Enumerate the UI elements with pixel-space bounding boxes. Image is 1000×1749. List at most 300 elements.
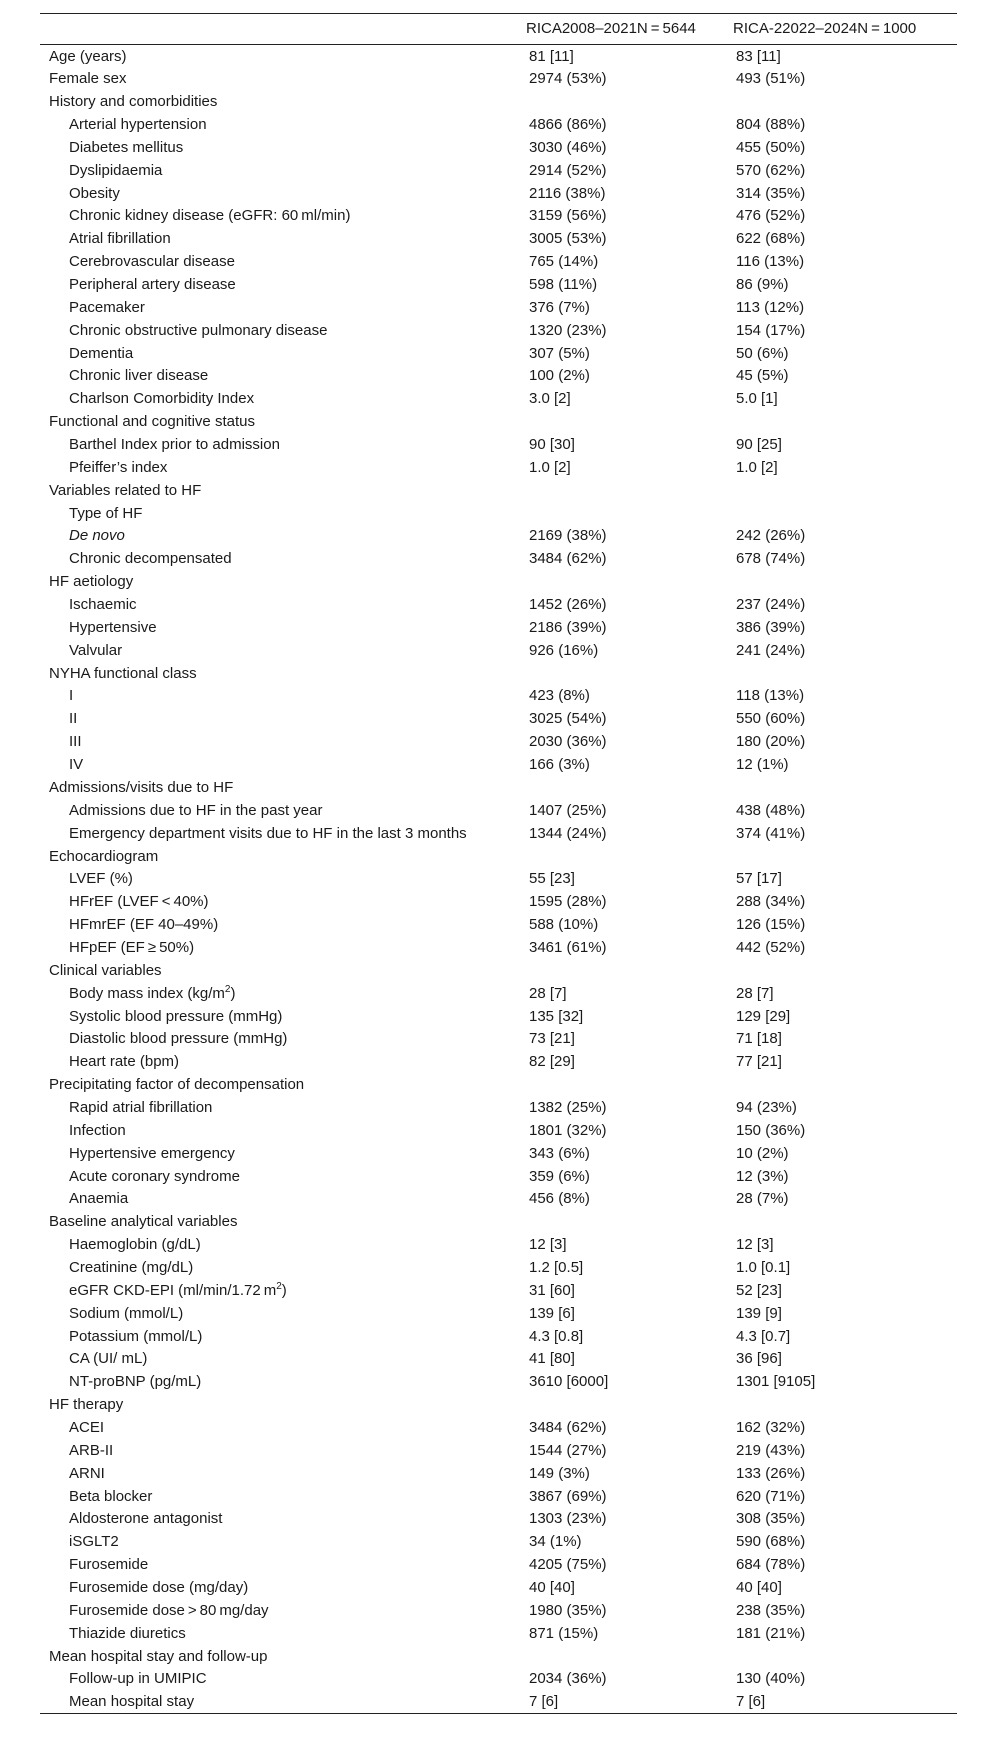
- rica-2008-2021-value: 41 [80]: [529, 1350, 575, 1368]
- rica2-2022-2024-value: 620 (71%): [736, 1487, 806, 1505]
- row-label: Aldosterone antagonist: [69, 1510, 223, 1528]
- row-label-cell: [40, 1485, 526, 1508]
- row-label: II: [69, 710, 78, 728]
- table-row: [40, 1370, 957, 1393]
- table-section-row: [40, 776, 957, 799]
- row-label: Age (years): [49, 47, 127, 65]
- rica-2008-2021-value: 3461 (61%): [529, 938, 607, 956]
- row-label-cell: [40, 1005, 526, 1028]
- row-label: Obesity: [69, 184, 120, 202]
- row-label: Dementia: [69, 344, 134, 362]
- table-row: [40, 387, 957, 410]
- table-row: [40, 456, 957, 479]
- table-section-row: [40, 959, 957, 982]
- rica2-2022-2024-value: [733, 1645, 957, 1668]
- rica2-2022-2024-value: [733, 1210, 957, 1233]
- rica-2008-2021-value: 82 [29]: [529, 1053, 575, 1071]
- row-label-superscript: 2: [276, 1280, 282, 1292]
- rica-2008-2021-value: 73 [21]: [529, 1030, 575, 1048]
- rica2-2022-2024-value: 238 (35%): [736, 1601, 806, 1619]
- rica2-2022-2024-value: 550 (60%): [736, 710, 806, 728]
- row-label-cell: [40, 136, 526, 159]
- rica2-2022-2024-value: 36 [96]: [736, 1350, 782, 1368]
- rica-2008-2021-value: 7 [6]: [529, 1693, 559, 1711]
- row-label: Hypertensive emergency: [69, 1144, 235, 1162]
- rica-2008-2021-value: 3484 (62%): [529, 1418, 607, 1436]
- rica2-2022-2024-value: 57 [17]: [736, 870, 782, 888]
- table-row: [40, 205, 957, 228]
- rica-2008-2021-value: 1801 (32%): [529, 1121, 607, 1139]
- table-section-row: [40, 410, 957, 433]
- row-label: III: [69, 733, 82, 751]
- rica2-2022-2024-value: [733, 410, 957, 433]
- rica2-2022-2024-value: [733, 845, 957, 868]
- rica-2008-2021-value: 31 [60]: [529, 1281, 575, 1299]
- row-label-cell: [40, 525, 526, 548]
- table-section-row: [40, 1393, 957, 1416]
- row-label-cell: [40, 867, 526, 890]
- rica-2008-2021-value: [526, 959, 733, 982]
- row-label-cell: [40, 776, 526, 799]
- table-row: [40, 1256, 957, 1279]
- row-label: Chronic obstructive pulmonary disease: [69, 321, 328, 339]
- rica-2008-2021-value: [526, 479, 733, 502]
- table-row: [40, 319, 957, 342]
- row-label: Furosemide: [69, 1556, 149, 1574]
- rica2-2022-2024-value: 28 [7]: [736, 984, 774, 1002]
- row-label-cell: [40, 90, 526, 113]
- row-label: Female sex: [49, 70, 127, 88]
- table-row: [40, 273, 957, 296]
- row-label-cell: [40, 1027, 526, 1050]
- row-label-cell: [40, 1256, 526, 1279]
- header-row: [40, 14, 957, 45]
- row-label-cell: [40, 502, 526, 525]
- rica-2008-2021-value: 40 [40]: [529, 1579, 575, 1596]
- baseline-characteristics-table: [40, 13, 957, 1714]
- rica-2008-2021-value: 2116 (38%): [529, 184, 606, 202]
- row-label: Atrial fibrillation: [69, 230, 171, 248]
- row-label: Chronic kidney disease (eGFR: 60 ml/min): [69, 207, 351, 225]
- row-label-cell: [40, 227, 526, 250]
- rica2-2022-2024-value: 83 [11]: [736, 47, 781, 65]
- rica2-2022-2024-value: 442 (52%): [736, 938, 806, 956]
- table-row: [40, 342, 957, 365]
- rica-2008-2021-value: 2974 (53%): [529, 70, 607, 88]
- rica-2008-2021-value: [526, 662, 733, 685]
- row-label-cell: [40, 433, 526, 456]
- rica2-2022-2024-value: 71 [18]: [736, 1030, 782, 1048]
- row-label-cell: [40, 730, 526, 753]
- row-label: Precipitating factor of decompensation: [49, 1076, 305, 1094]
- table-row: [40, 1302, 957, 1325]
- row-label: Systolic blood pressure (mmHg): [69, 1007, 283, 1025]
- rica-2008-2021-value: 3484 (62%): [529, 550, 607, 568]
- rica2-2022-2024-value: [733, 479, 957, 502]
- row-label: Body mass index (kg/m: [69, 984, 225, 1002]
- row-label-cell: [40, 319, 526, 342]
- rica2-2022-2024-value: 288 (34%): [736, 893, 806, 911]
- row-label-cell: [40, 67, 526, 90]
- row-label-cell: [40, 1279, 526, 1302]
- rica2-2022-2024-value: 126 (15%): [736, 916, 806, 934]
- row-label: De novo: [69, 527, 125, 545]
- row-label-cell: [40, 1096, 526, 1119]
- row-label-cell: [40, 1142, 526, 1165]
- row-label: Thiazide diuretics: [69, 1624, 186, 1642]
- rica2-2022-2024-value: 77 [21]: [736, 1053, 782, 1071]
- row-label-cell: [40, 1050, 526, 1073]
- table-row: [40, 1668, 957, 1691]
- row-label: HF therapy: [49, 1396, 124, 1414]
- rica2-2022-2024-value: [733, 90, 957, 113]
- header-rica-2008-2021-column: RICA2008–2021N = 5644: [526, 20, 696, 37]
- table-row: [40, 913, 957, 936]
- row-label-cell: [40, 296, 526, 319]
- rica2-2022-2024-value: 94 (23%): [736, 1098, 797, 1116]
- rica-2008-2021-value: 149 (3%): [529, 1464, 590, 1482]
- rica-2008-2021-value: [526, 410, 733, 433]
- row-label: Mean hospital stay: [69, 1693, 195, 1711]
- rica2-2022-2024-value: [733, 662, 957, 685]
- table-row: [40, 1096, 957, 1119]
- rica-2008-2021-value: 1980 (35%): [529, 1601, 607, 1619]
- row-label: Sodium (mmol/L): [69, 1304, 184, 1322]
- row-label: Clinical variables: [49, 961, 162, 979]
- row-label: Furosemide dose > 80 mg/day: [69, 1601, 269, 1619]
- row-label: Beta blocker: [69, 1487, 153, 1505]
- row-label-cell: [40, 616, 526, 639]
- table-row: [40, 982, 957, 1005]
- table-row: [40, 296, 957, 319]
- row-label: Emergency department visits due to HF in the last 3 months: [69, 824, 467, 842]
- rica-2008-2021-value: 81 [11]: [529, 47, 574, 65]
- row-label-superscript: 2: [224, 983, 231, 995]
- rica-2008-2021-value: 34 (1%): [529, 1533, 582, 1551]
- rica-2008-2021-value: [526, 1393, 733, 1416]
- row-label: Diabetes mellitus: [69, 138, 184, 156]
- table-row: [40, 1462, 957, 1485]
- row-label-cell: [40, 1165, 526, 1188]
- rica2-2022-2024-value: 237 (24%): [736, 596, 806, 614]
- rica-2008-2021-value: 4205 (75%): [529, 1556, 607, 1574]
- row-label: NT-proBNP (pg/mL): [69, 1373, 202, 1391]
- rica2-2022-2024-value: 493 (51%): [736, 70, 806, 88]
- row-label-cell: [40, 250, 526, 273]
- row-label-cell: [40, 45, 526, 68]
- rica2-2022-2024-value: 590 (68%): [736, 1533, 806, 1551]
- row-label: Barthel Index prior to admission: [69, 436, 280, 454]
- rica2-2022-2024-value: 181 (21%): [736, 1624, 806, 1642]
- rica-2008-2021-value: 376 (7%): [529, 298, 590, 316]
- table-row: [40, 1187, 957, 1210]
- table-row: [40, 502, 957, 525]
- row-label: CA (UI/ mL): [69, 1350, 148, 1368]
- row-label-cell: [40, 799, 526, 822]
- rica-2008-2021-value: 12 [3]: [529, 1236, 567, 1254]
- row-label: Pacemaker: [69, 298, 145, 316]
- table-row: [40, 1142, 957, 1165]
- rica-2008-2021-value: 1407 (25%): [529, 801, 607, 819]
- row-label-cell: [40, 1622, 526, 1645]
- row-label: Variables related to HF: [49, 481, 202, 499]
- rica2-2022-2024-value: 7 [6]: [736, 1693, 766, 1711]
- table-row: [40, 593, 957, 616]
- row-label-cell: [40, 273, 526, 296]
- rica-2008-2021-value: [526, 845, 733, 868]
- table-row: [40, 1325, 957, 1348]
- rica2-2022-2024-value: 40 [40]: [736, 1579, 782, 1596]
- rica2-2022-2024-value: 455 (50%): [736, 138, 806, 156]
- table-row: [40, 182, 957, 205]
- rica2-2022-2024-value: 374 (41%): [736, 824, 806, 842]
- row-label-cell: [40, 1187, 526, 1210]
- row-label: eGFR CKD-EPI (ml/min/1.72 m: [69, 1281, 277, 1299]
- table-header: [40, 14, 957, 45]
- table-row: [40, 730, 957, 753]
- table-row: [40, 159, 957, 182]
- table-row: [40, 1347, 957, 1370]
- rica-2008-2021-value: 307 (5%): [529, 344, 590, 362]
- header-variable-column: [40, 14, 526, 45]
- rica-2008-2021-value: 139 [6]: [529, 1304, 575, 1322]
- row-label-cell: [40, 1073, 526, 1096]
- rica-2008-2021-value: 423 (8%): [529, 687, 590, 705]
- rica-2008-2021-value: 871 (15%): [529, 1624, 599, 1642]
- rica2-2022-2024-value: 118 (13%): [736, 687, 805, 705]
- rica-2008-2021-value: 135 [32]: [529, 1007, 584, 1025]
- row-label-cell: [40, 890, 526, 913]
- row-label: HFpEF (EF ≥ 50%): [69, 938, 195, 956]
- rica2-2022-2024-value: 162 (32%): [736, 1418, 806, 1436]
- row-label: Anaemia: [69, 1190, 129, 1208]
- table-row: [40, 525, 957, 548]
- table-section-row: [40, 1210, 957, 1233]
- rica2-2022-2024-value: 86 (9%): [736, 276, 789, 294]
- rica2-2022-2024-value: 12 [3]: [736, 1236, 774, 1254]
- table-section-row: [40, 662, 957, 685]
- rica2-2022-2024-value: [733, 1073, 957, 1096]
- rica-2008-2021-value: 1.0 [2]: [529, 458, 571, 476]
- table-section-row: [40, 90, 957, 113]
- row-label-cell: [40, 1576, 526, 1599]
- row-label: IV: [69, 756, 84, 774]
- table-row: [40, 113, 957, 136]
- rica-2008-2021-value: 4866 (86%): [529, 116, 607, 133]
- row-label: Rapid atrial fibrillation: [69, 1098, 213, 1116]
- rica-2008-2021-value: 1452 (26%): [529, 596, 607, 614]
- table-row: [40, 1439, 957, 1462]
- rica2-2022-2024-value: [733, 502, 957, 525]
- row-label-cell: [40, 1210, 526, 1233]
- row-label-cell: [40, 456, 526, 479]
- rica-2008-2021-value: 1320 (23%): [529, 321, 607, 339]
- table-row: [40, 1485, 957, 1508]
- rica2-2022-2024-value: 678 (74%): [736, 550, 806, 568]
- table-row: [40, 753, 957, 776]
- table-section-row: [40, 1645, 957, 1668]
- table-row: [40, 616, 957, 639]
- table-row: [40, 1416, 957, 1439]
- row-label-cell: [40, 387, 526, 410]
- row-label: HFrEF (LVEF < 40%): [69, 893, 209, 911]
- rica2-2022-2024-value: [733, 1393, 957, 1416]
- table-row: [40, 1119, 957, 1142]
- row-label: Cerebrovascular disease: [69, 253, 235, 271]
- table-row: [40, 547, 957, 570]
- rica-2008-2021-value: 343 (6%): [529, 1144, 590, 1162]
- rica2-2022-2024-value: 622 (68%): [736, 230, 806, 248]
- row-label: Chronic decompensated: [69, 550, 232, 568]
- row-label: Charlson Comorbidity Index: [69, 390, 255, 408]
- rica2-2022-2024-value: [733, 959, 957, 982]
- table-section-row: [40, 45, 957, 68]
- row-label: Valvular: [69, 641, 123, 659]
- row-label: HFmrEF (EF 40–49%): [69, 916, 219, 934]
- rica2-2022-2024-value: 52 [23]: [736, 1281, 782, 1299]
- row-label: Functional and cognitive status: [49, 413, 255, 431]
- row-label: LVEF (%): [69, 870, 133, 888]
- table-row: [40, 136, 957, 159]
- rica2-2022-2024-value: 386 (39%): [736, 618, 806, 636]
- table-row: [40, 365, 957, 388]
- rica2-2022-2024-value: [733, 776, 957, 799]
- row-label-cell: [40, 1370, 526, 1393]
- row-label-cell: [40, 639, 526, 662]
- rica-2008-2021-value: 3.0 [2]: [529, 390, 571, 408]
- row-label: Admissions/visits due to HF: [49, 778, 234, 796]
- row-label-cell: [40, 205, 526, 228]
- rica-2008-2021-value: [526, 570, 733, 593]
- row-label-cell: [40, 936, 526, 959]
- row-label: Admissions due to HF in the past year: [69, 801, 323, 819]
- rica-2008-2021-value: 1303 (23%): [529, 1510, 607, 1528]
- table-row: [40, 1027, 957, 1050]
- row-label: Chronic liver disease: [69, 367, 209, 385]
- row-label-cell: [40, 982, 526, 1005]
- row-label: Dyslipidaemia: [69, 161, 163, 179]
- row-label-cell: [40, 479, 526, 502]
- table-row: [40, 685, 957, 708]
- table-row: [40, 1690, 957, 1713]
- row-label-cell: [40, 1416, 526, 1439]
- table-row: [40, 1233, 957, 1256]
- row-label-cell: [40, 1599, 526, 1622]
- row-label-cell: [40, 822, 526, 845]
- row-label: Mean hospital stay and follow-up: [49, 1647, 268, 1665]
- rica-2008-2021-value: 4.3 [0.8]: [529, 1327, 584, 1345]
- rica-2008-2021-value: 1544 (27%): [529, 1441, 607, 1459]
- rica2-2022-2024-value: 308 (35%): [736, 1510, 806, 1528]
- row-label: ACEI: [69, 1418, 105, 1436]
- row-label-cell: [40, 1347, 526, 1370]
- row-label: iSGLT2: [69, 1533, 119, 1551]
- rica-2008-2021-value: 2030 (36%): [529, 733, 607, 751]
- rica-2008-2021-value: 1.2 [0.5]: [529, 1258, 584, 1276]
- table-row: [40, 250, 957, 273]
- row-label-cell: [40, 1325, 526, 1348]
- rica2-2022-2024-value: 570 (62%): [736, 161, 806, 179]
- table-row: [40, 799, 957, 822]
- rica2-2022-2024-value: 476 (52%): [736, 207, 806, 225]
- rica2-2022-2024-value: 28 (7%): [736, 1190, 789, 1208]
- rica2-2022-2024-value: 12 (3%): [736, 1167, 789, 1185]
- row-label: Infection: [69, 1121, 126, 1139]
- rica2-2022-2024-value: 50 (6%): [736, 344, 789, 362]
- rica-2008-2021-value: 3867 (69%): [529, 1487, 607, 1505]
- rica-2008-2021-value: [526, 502, 733, 525]
- row-label-suffix: ): [230, 984, 236, 1002]
- rica-2008-2021-value: 3030 (46%): [529, 138, 607, 156]
- row-label-cell: [40, 547, 526, 570]
- rica2-2022-2024-value: 219 (43%): [736, 1441, 806, 1459]
- row-label-suffix: ): [281, 1281, 287, 1299]
- row-label-cell: [40, 570, 526, 593]
- row-label: Pfeiffer’s index: [69, 458, 168, 476]
- rica-2008-2021-value: [526, 1073, 733, 1096]
- row-label: Furosemide dose (mg/day): [69, 1579, 249, 1596]
- rica2-2022-2024-value: 241 (24%): [736, 641, 806, 659]
- row-label-cell: [40, 1462, 526, 1485]
- row-label: Hypertensive: [69, 618, 157, 636]
- rica2-2022-2024-value: 129 [29]: [736, 1007, 791, 1025]
- rica2-2022-2024-value: 10 (2%): [736, 1144, 789, 1162]
- row-label-cell: [40, 685, 526, 708]
- rica-2008-2021-value: 926 (16%): [529, 641, 599, 659]
- rica-2008-2021-value: 166 (3%): [529, 756, 590, 774]
- rica2-2022-2024-value: 1.0 [2]: [736, 458, 778, 476]
- rica-2008-2021-value: 3025 (54%): [529, 710, 607, 728]
- row-label-cell: [40, 113, 526, 136]
- table-section-row: [40, 479, 957, 502]
- rica2-2022-2024-value: 684 (78%): [736, 1556, 806, 1574]
- rica-2008-2021-value: [526, 776, 733, 799]
- rica-2008-2021-value: [526, 90, 733, 113]
- row-label-cell: [40, 707, 526, 730]
- rica-2008-2021-value: 1344 (24%): [529, 824, 607, 842]
- table-row: [40, 1165, 957, 1188]
- row-label-cell: [40, 1530, 526, 1553]
- table-row: [40, 890, 957, 913]
- rica-2008-2021-value: 2169 (38%): [529, 527, 607, 545]
- row-label-cell: [40, 1439, 526, 1462]
- row-label: NYHA functional class: [49, 664, 197, 682]
- row-label: Creatinine (mg/dL): [69, 1258, 194, 1276]
- table-row: [40, 639, 957, 662]
- row-label: Type of HF: [69, 504, 143, 522]
- rica2-2022-2024-value: 116 (13%): [736, 253, 805, 271]
- row-label-cell: [40, 1690, 526, 1713]
- rica2-2022-2024-value: 314 (35%): [736, 184, 806, 202]
- baseline-characteristics-table-container: [40, 13, 957, 1714]
- table-body: [40, 45, 957, 1714]
- row-label: Diastolic blood pressure (mmHg): [69, 1030, 288, 1048]
- rica-2008-2021-value: 588 (10%): [529, 916, 599, 934]
- rica-2008-2021-value: 1382 (25%): [529, 1098, 607, 1116]
- row-label: Potassium (mmol/L): [69, 1327, 203, 1345]
- rica-2008-2021-value: [526, 1210, 733, 1233]
- rica-2008-2021-value: [526, 1645, 733, 1668]
- rica-2008-2021-value: 2186 (39%): [529, 618, 607, 636]
- table-row: [40, 1576, 957, 1599]
- rica-2008-2021-value: 1595 (28%): [529, 893, 607, 911]
- row-label-cell: [40, 959, 526, 982]
- rica2-2022-2024-value: 438 (48%): [736, 801, 806, 819]
- rica2-2022-2024-value: 1301 [9105]: [736, 1373, 816, 1391]
- table-section-row: [40, 67, 957, 90]
- rica-2008-2021-value: 90 [30]: [529, 436, 575, 454]
- rica2-2022-2024-value: 12 (1%): [736, 756, 789, 774]
